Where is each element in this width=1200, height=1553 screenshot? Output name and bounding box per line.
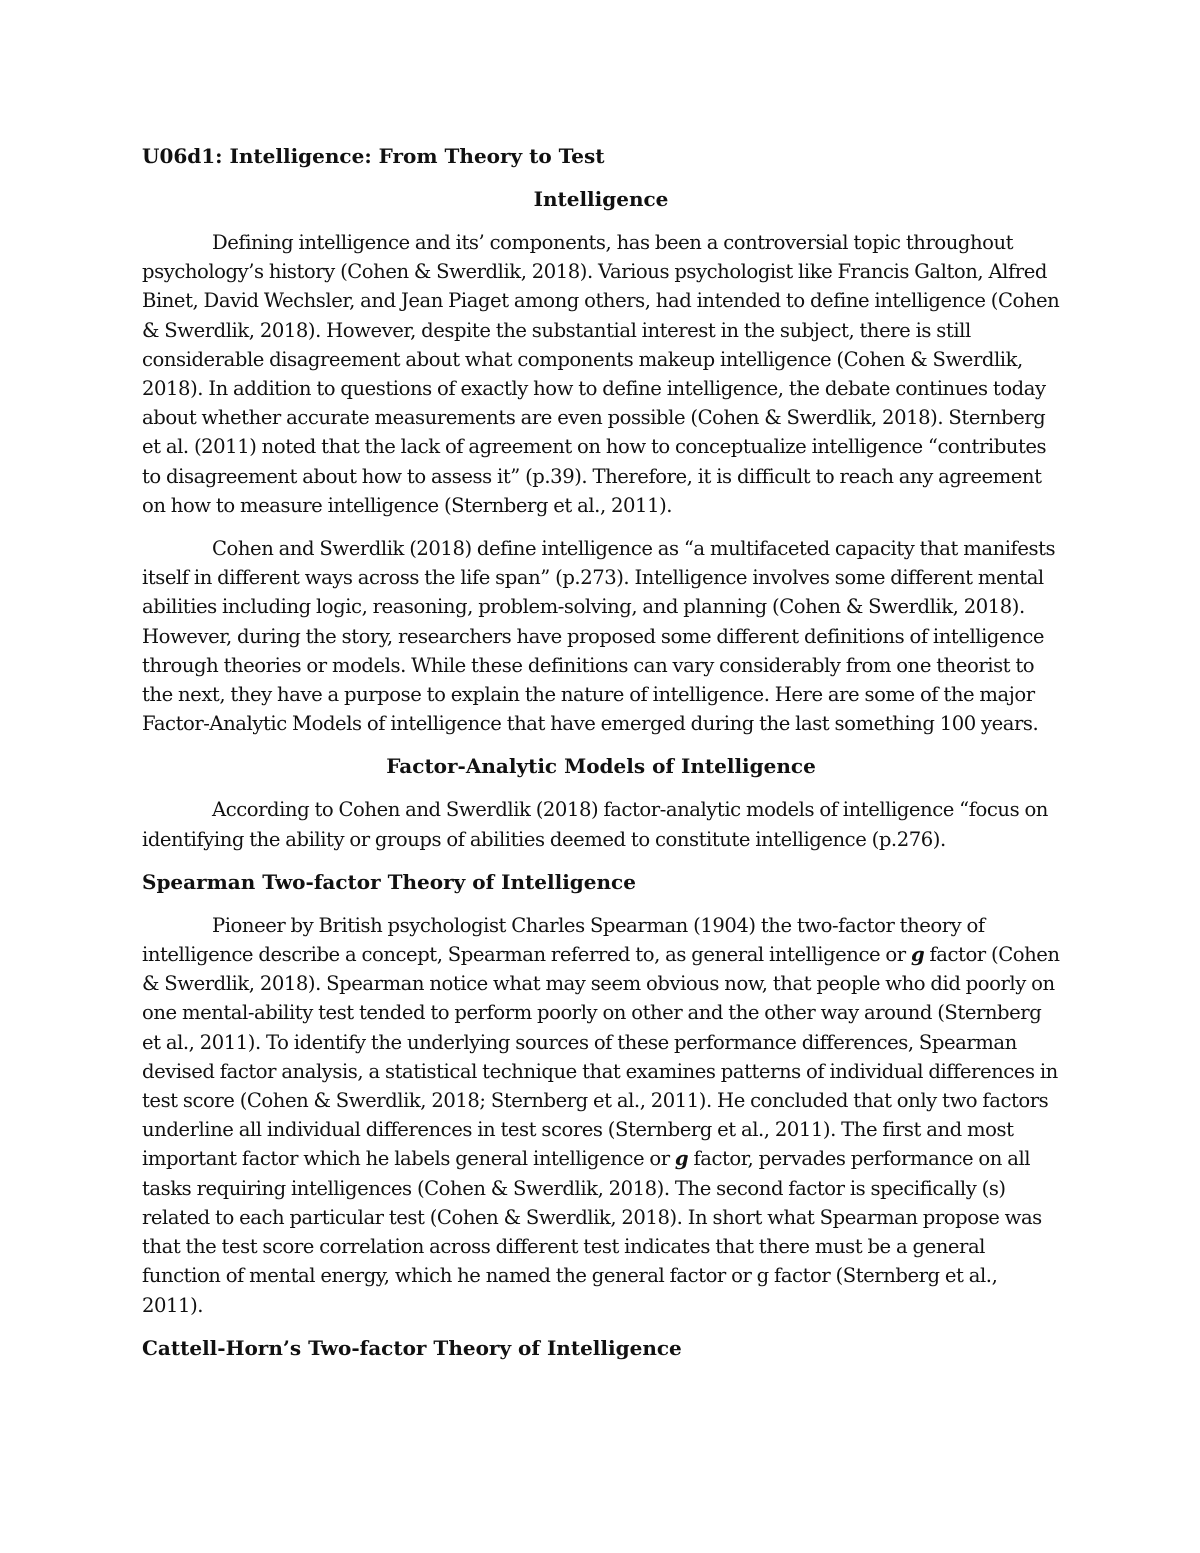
paragraph-intelligence-2: Cohen and Swerdlik (2018) define intelligence as “a multifaceted capacity that manifests itself in different ways across the life span” (p.273). Intelligence involves some different mental abilities including logic, reasoning, problem-solving, and planning (Cohen & Swerdlik, 2018). However, during the story, researchers have proposed some different definitions of intelligence through theories or models. While these definitions can vary considerably from one theorist to the next, they have a purpose to explain the nature of intelligence. Here are some of the major Factor-Analytic Models of intelligence that have emerged during the last something 100 years.	[142, 537, 1056, 736]
g-factor-symbol: g	[674, 1147, 689, 1171]
paragraph-factor-analytic-1: According to Cohen and Swerdlik (2018) factor-analytic models of intelligence “focus on identifying the ability or groups of abilities deemed to constitute intelligence (p.276).	[142, 798, 1048, 851]
heading-factor-analytic: Factor-Analytic Models of Intelligence	[386, 754, 816, 779]
document-body	[142, 142, 1060, 1377]
heading-spearman: Spearman Two-factor Theory of Intelligence	[142, 869, 636, 894]
heading-intelligence: Intelligence	[533, 187, 669, 211]
spearman-text-part-3: factor, pervades performance on all tasks requiring intelligences (Cohen & Swerdlik, 2018). The second factor is specifically (s) related to each particular test (Cohen & Swerdlik, 2018). In short what Spearman propose was that the test score correlation across different test indicates that there must be a general function of mental energy, which he named the general factor or g factor (Sternberg et al., 2011).	[142, 1147, 1042, 1317]
paragraph-intelligence-1: Defining intelligence and its’ components, has been a controversial topic throughout psychology’s history (Cohen & Swerdlik, 2018). Various psychologist like Francis Galton, Alfred Binet, David Wechsler, and Jean Piaget among others, had intended to define intelligence (Cohen & Swerdlik, 2018). However, despite the substantial interest in the subject, there is still considerable disagreement about what components makeup intelligence (Cohen & Swerdlik, 2018). In addition to questions of exactly how to define intelligence, the debate continues today about whether accurate measurements are even possible (Cohen & Swerdlik, 2018). Sternberg et al. (2011) noted that the lack of agreement on how to conceptualize intelligence “contributes to disagreement about how to assess it” (p.39). Therefore, it is difficult to reach any agreement on how to measure intelligence (Sternberg et al., 2011).	[142, 231, 1060, 517]
paragraph-spearman-1	[142, 911, 1060, 1320]
spearman-text-part-2: factor (Cohen & Swerdlik, 2018). Spearman notice what may seem obvious now, that people who did poorly on one mental-ability test tended to perform poorly on other and the other way around (Sternberg et al., 2011). To identify the underlying sources of these performance differences, Spearman devised factor analysis, a statistical technique that examines patterns of individual differences in test score (Cohen & Swerdlik, 2018; Sternberg et al., 2011). He concluded that only two factors underline all individual differences in test scores (Sternberg et al., 2011). The first and most important factor which he labels general intelligence or	[142, 943, 1060, 1171]
g-factor-symbol: g	[910, 943, 925, 967]
spearman-text-part-1: Pioneer by British psychologist Charles Spearman (1904) the two-factor theory of intelligence describe a concept, Spearman referred to, as general intelligence or	[142, 913, 985, 967]
document-title: U06d1: Intelligence: From Theory to Test	[142, 144, 605, 168]
heading-cattell-horn: Cattell-Horn’s Two-factor Theory of Intelligence	[142, 1335, 682, 1360]
